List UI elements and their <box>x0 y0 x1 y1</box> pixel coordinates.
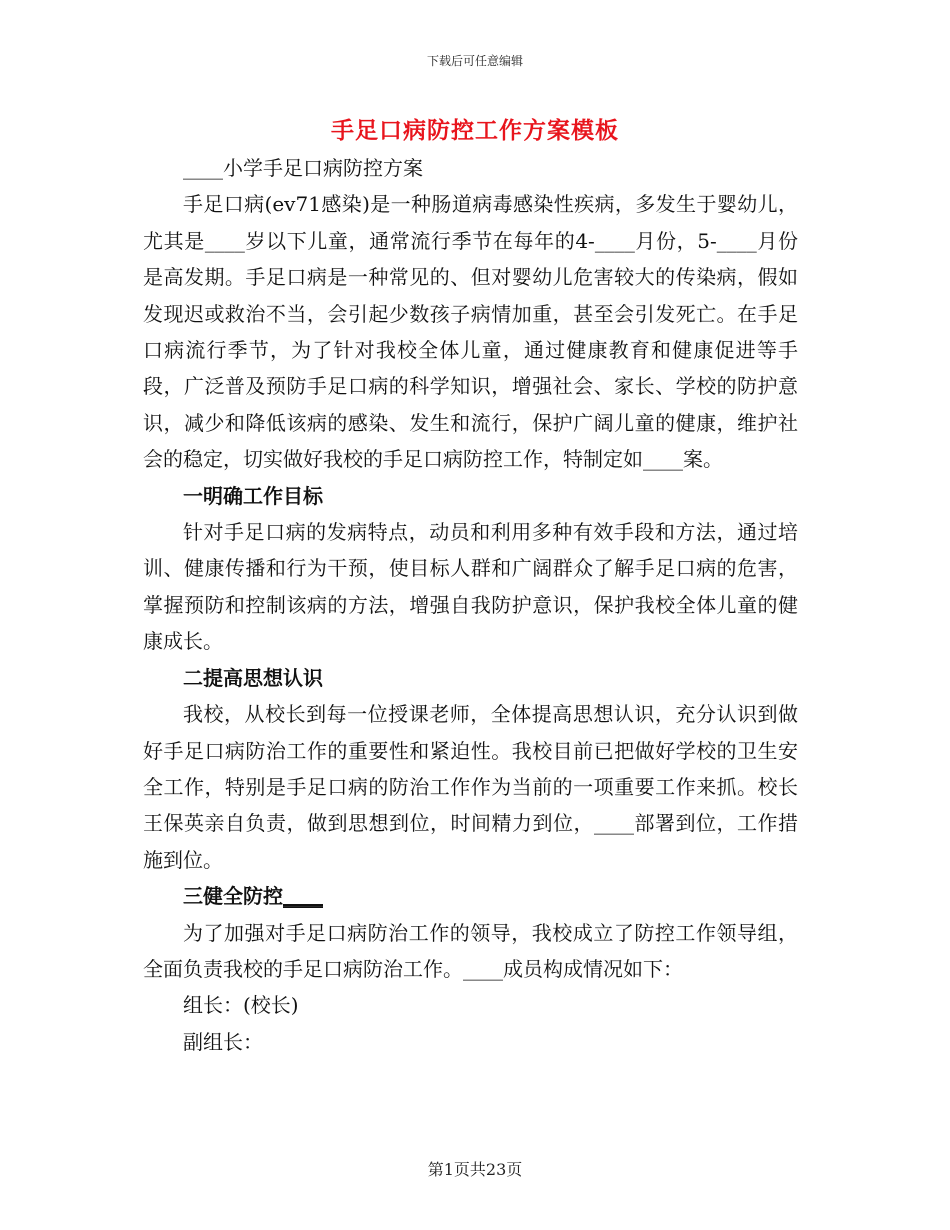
intro-paragraph: 手足口病(ev71感染)是一种肠道病毒感染性疾病，多发生于婴幼儿，尤其是____岁以下儿童，通常流行季节在每年的4-____月份，5-____月份是高发期。手足口病是一种常见的、但对婴幼儿危害较大的传染病，假如发现迟或救治不当，会引起少数孩子病情加重，甚至会引发死亡。在手足口病流行季节，为了针对我校全体儿童，通过健康教育和健康促进等手段，广泛普及预防手足口病的科学知识，增强社会、家长、学校的防护意识，减少和降低该病的感染、发生和流行，保护广阔儿童的健康，维护社会的稳定，切实做好我校的手足口病防控工作，特制定如____案。 <box>143 192 798 472</box>
section-3-heading <box>143 878 798 914</box>
section-1-heading: 一明确工作目标 <box>183 483 323 508</box>
section-3-paragraph: 为了加强对手足口病防治工作的领导，我校成立了防控工作领导组，全面负责我校的手足口病防治工作。____成员构成情况如下： <box>143 920 798 981</box>
document-subtitle: ____小学手足口病防控方案 <box>183 156 423 180</box>
page-number-footer: 第1页共23页 <box>427 1160 523 1179</box>
leader-line: 组长：(校长) <box>183 993 299 1018</box>
section-3-heading-blank: ____ <box>283 884 323 909</box>
section-2-heading: 二提高思想认识 <box>183 665 323 690</box>
section-1-paragraph: 针对手足口病的发病特点，动员和利用多种有效手段和方法，通过培训、健康传播和行为干预，使目标人群和广阔群众了解手足口病的危害，掌握预防和控制该病的方法，增强自我防护意识，保护我校全体儿童的健康成长。 <box>143 520 798 654</box>
document-title: 手足口病防控工作方案模板 <box>331 118 619 144</box>
document-body <box>143 150 798 1060</box>
page-header-note: 下载后可任意编辑 <box>426 54 523 68</box>
deputy-leader-line: 副组长： <box>183 1029 263 1054</box>
section-2-paragraph: 我校，从校长到每一位授课老师，全体提高思想认识，充分认识到做好手足口病防治工作的重要性和紧迫性。我校目前已把做好学校的卫生安全工作，特别是手足口病的防治工作作为当前的一项重要工作来抓。校长王保英亲自负责，做到思想到位，时间精力到位，____部署到位，工作措施到位。 <box>143 702 798 872</box>
section-3-heading-text: 三健全防控 <box>183 884 283 909</box>
